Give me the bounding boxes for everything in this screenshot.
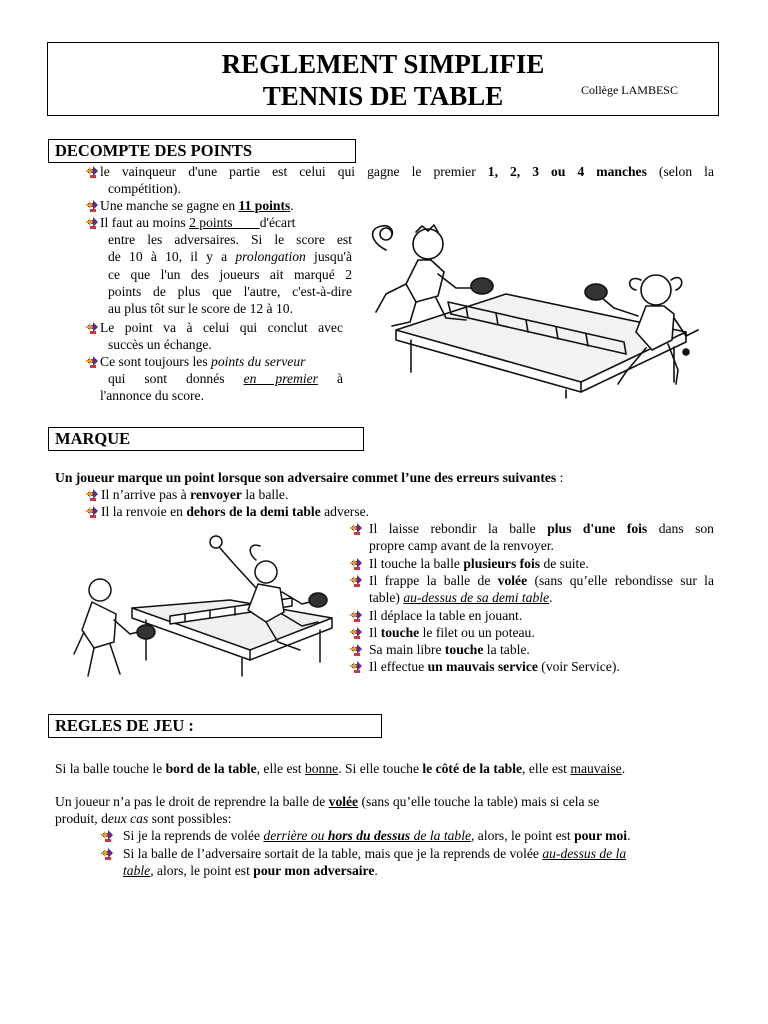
bullet-icon bbox=[86, 217, 98, 229]
marque-error-6: Il déplace la table en jouant. bbox=[369, 608, 523, 623]
bullet-icon bbox=[86, 356, 98, 368]
marque-error-1: Il n’arrive pas à renvoyer la balle. bbox=[101, 487, 289, 502]
decompte-b1-line2: compétition). bbox=[108, 181, 181, 196]
bullet-icon bbox=[350, 627, 362, 639]
bullet-icon bbox=[350, 558, 362, 570]
bullet-icon bbox=[350, 661, 362, 673]
bullet-icon bbox=[86, 166, 98, 178]
bullet-icon bbox=[350, 523, 362, 535]
decompte-b4: Le point va à celui qui conclut avec succès un échange. bbox=[100, 320, 343, 353]
marque-intro: Un joueur marque un point lorsque son adversaire commet l’une des erreurs suivantes : bbox=[55, 470, 564, 485]
title-line-1: REGLEMENT SIMPLIFIE bbox=[221, 49, 545, 79]
decompte-b2: Une manche se gagne en 11 points. bbox=[100, 198, 294, 213]
regles-paragraph-1: Si la balle touche le bord de la table, elle est bonne. Si elle touche le côté de la table, elle est mauvaise. bbox=[55, 761, 626, 776]
decompte-b1-line1: le vainqueur d'une partie est celui qui gagne le premier 1, 2, 3 ou 4 manches (selon la bbox=[100, 164, 714, 179]
bullet-icon bbox=[350, 644, 362, 656]
title-line-2: TENNIS DE TABLE bbox=[262, 81, 504, 111]
marque-error-4: Il touche la balle plusieurs fois de suite. bbox=[369, 556, 589, 571]
ping-pong-kids-illustration bbox=[356, 222, 706, 400]
marque-error-9: Il effectue un mauvais service (voir Service). bbox=[369, 659, 620, 674]
bullet-icon bbox=[86, 489, 98, 501]
regles-paragraph-2: Un joueur n’a pas le droit de reprendre la balle de volée (sans qu’elle touche la table) mais si cela se produit, deux cas sont possibles: bbox=[55, 794, 600, 827]
bullet-icon bbox=[101, 830, 113, 842]
bullet-icon bbox=[101, 848, 113, 860]
section-title-marque: MARQUE bbox=[48, 427, 364, 451]
bullet-icon bbox=[350, 575, 362, 587]
section-title-decompte: DECOMPTE DES POINTS bbox=[48, 139, 356, 163]
decompte-b3: Il faut au moins 2 points d'écart entre les adversaires. Si le score est de 10 à 10, il y a prolongation jusqu'à ce que l'un des joueurs ait marqué 2 points de plus que l'autre, c'est-à-dire au plus tôt sur le score de 12 à 10. bbox=[100, 215, 352, 317]
regles-case-1: Si je la reprends de volée derrière ou hors du dessus de la table, alors, le point est pour moi. bbox=[123, 828, 631, 843]
school-name: Collège LAMBESC bbox=[580, 83, 678, 97]
marque-error-5: Il frappe la balle de volée (sans qu’elle rebondisse sur la table) au-dessus de sa demi table. bbox=[369, 573, 714, 606]
marque-error-2: Il la renvoie en dehors de la demi table adverse. bbox=[101, 504, 370, 519]
marque-error-8: Sa main libre touche la table. bbox=[369, 642, 530, 657]
decompte-b5: Ce sont toujours les points du serveur qui sont donnés en premier à l'annonce du score. bbox=[100, 354, 343, 404]
marque-error-7: Il touche le filet ou un poteau. bbox=[369, 625, 535, 640]
marque-error-3: Il laisse rebondir la balle plus d'une fois dans son propre camp avant de la renvoyer. bbox=[369, 521, 714, 554]
title-box bbox=[47, 42, 719, 116]
section-title-regles: REGLES DE JEU : bbox=[48, 714, 382, 738]
bullet-icon bbox=[86, 506, 98, 518]
bullet-icon bbox=[86, 322, 98, 334]
ping-pong-players-illustration bbox=[70, 530, 338, 680]
bullet-icon bbox=[350, 610, 362, 622]
bullet-icon bbox=[86, 200, 98, 212]
regles-case-2: Si la balle de l’adversaire sortait de la table, mais que je la reprends de volée au-dessus de la table, alors, le point est pour mon adversaire. bbox=[123, 846, 627, 879]
